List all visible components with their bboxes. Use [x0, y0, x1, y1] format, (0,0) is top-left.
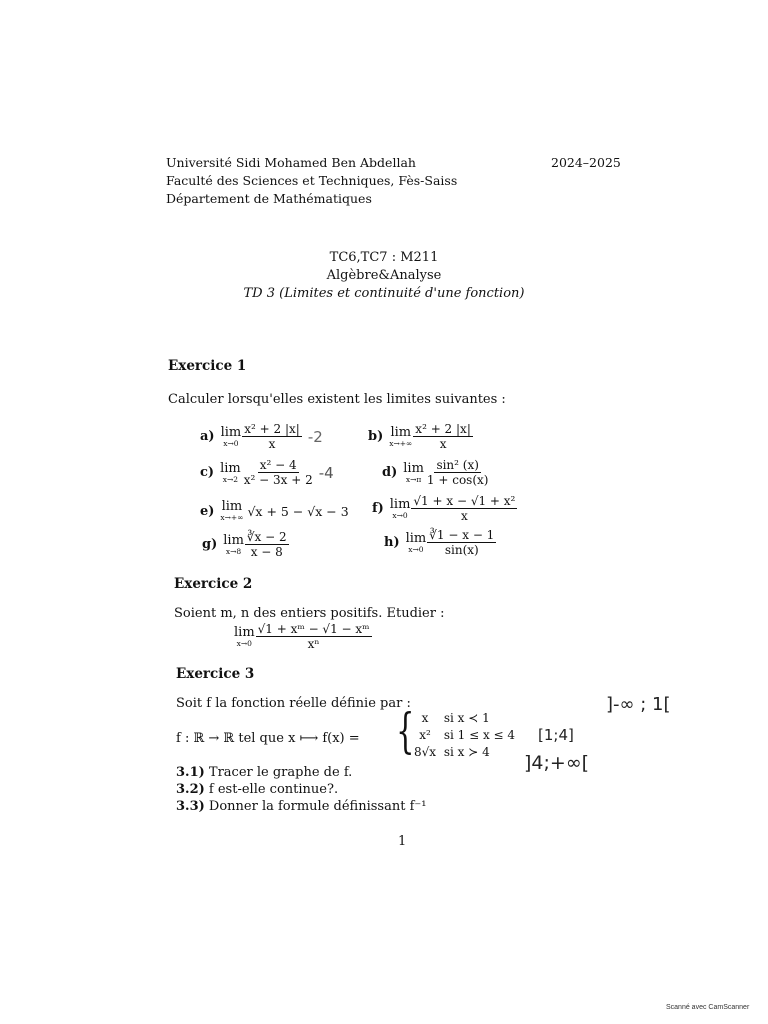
exercise3-intro: Soit f la fonction réelle définie par :: [176, 696, 411, 711]
exercise1-instruction: Calculer lorsqu'elles existent les limites suivantes :: [168, 392, 506, 407]
lim-operator: lim x→0: [405, 530, 427, 554]
question-item: 3.3) Donner la formule définissant f⁻¹: [176, 799, 427, 814]
expression: √x + 5 − √x − 3: [247, 503, 349, 519]
exercise1-heading: Exercice 1: [168, 358, 247, 374]
lim-operator: lim x→0: [234, 624, 255, 648]
lim-operator: lim x→+∞: [220, 499, 244, 522]
case-row: x² si 1 ≤ x ≤ 4: [419, 728, 516, 742]
limit-label: d): [382, 465, 398, 480]
handwritten-interval-3: ]4;+∞[: [524, 752, 590, 774]
function-definition: f : ℝ → ℝ tel que x ⟼ f(x) =: [176, 731, 360, 746]
limit-d: [382, 458, 490, 487]
header-block: [166, 154, 457, 208]
fraction: $\frac{\text{x² + 2 |x|}}{x}$: [415, 422, 471, 451]
handwritten-answer-c: -4: [318, 463, 334, 482]
lim-operator: lim x→+∞: [389, 424, 413, 448]
page-number: 1: [398, 834, 407, 849]
department-name: Département de Mathématiques: [166, 191, 372, 206]
limit-c: [200, 458, 334, 487]
limit-a: [200, 422, 323, 451]
question-item: 3.2) f est-elle continue?.: [176, 782, 339, 797]
case-row: x si x ≺ 1: [421, 711, 490, 725]
limit-e: [200, 500, 349, 522]
lim-operator: lim x→0: [220, 424, 242, 448]
limit-label: f): [372, 501, 384, 516]
left-brace: {: [396, 703, 415, 759]
limit-label: e): [200, 503, 215, 519]
case-row: 8√x si x ≻ 4: [413, 745, 490, 759]
exercise2-text: Soient m, n des entiers positifs. Etudier :: [174, 606, 445, 621]
handwritten-interval-2: [1;4]: [538, 726, 574, 744]
fraction: $\frac{∛x - 2}{x - 8}$: [246, 530, 287, 559]
piecewise-cases: [410, 710, 515, 761]
limit-label: b): [368, 429, 384, 444]
fraction: $\frac{∛1 - x - 1}{\sin(x)}$: [429, 528, 495, 557]
university-name: Université Sidi Mohamed Ben Abdellah: [166, 155, 416, 170]
exercise3-heading: Exercice 3: [176, 666, 255, 682]
limit-label: a): [200, 429, 215, 444]
handwritten-interval-1: ]-∞ ; 1[: [606, 694, 671, 715]
scanner-footer: Scanné avec CamScanner: [666, 1004, 750, 1011]
limit-h: [384, 528, 496, 557]
limit-label: g): [202, 537, 218, 552]
limit-g: [202, 530, 289, 559]
exercise2-limit: [234, 622, 372, 651]
faculty-name: Faculté des Sciences et Techniques, Fès-Saiss: [166, 173, 458, 188]
subject-name: Algèbre&Analyse: [326, 268, 442, 283]
limit-f: [372, 494, 517, 523]
fraction: $\frac{\text{√1 + x − √1 + x²}}{x}$: [413, 494, 516, 523]
lim-operator: lim x→8: [223, 532, 244, 556]
fraction: $\frac{\text{x² + 2 |x|}}{x}$: [244, 422, 300, 451]
td-title: TD 3 (Limites et continuité d'une fonction): [243, 286, 525, 301]
limit-label: c): [200, 465, 215, 480]
academic-year: 2024–2025: [551, 155, 621, 170]
lim-operator: lim x→0: [389, 496, 411, 520]
questions-list: [176, 764, 426, 815]
lim-operator: lim x→π: [403, 460, 424, 484]
fraction: $\frac{\text{x² − 4}}{\text{x² − 3x + 2}}$: [243, 458, 313, 487]
limit-b: [368, 422, 473, 451]
fraction: $\frac{\text{√1 + xᵐ − √1 − xᵐ}}{\text{xⁿ}}$: [257, 622, 370, 651]
question-item: 3.1) Tracer le graphe de f.: [176, 765, 353, 780]
fraction: $\frac{\text{sin² (x)}}{1 + \cos(x)}$: [426, 458, 489, 487]
exercise2-heading: Exercice 2: [174, 576, 253, 592]
lim-operator: lim x→2: [220, 460, 241, 484]
limit-label: h): [384, 535, 400, 550]
handwritten-answer-a: -2: [307, 427, 323, 446]
course-code: TC6,TC7 : M211: [329, 250, 439, 265]
